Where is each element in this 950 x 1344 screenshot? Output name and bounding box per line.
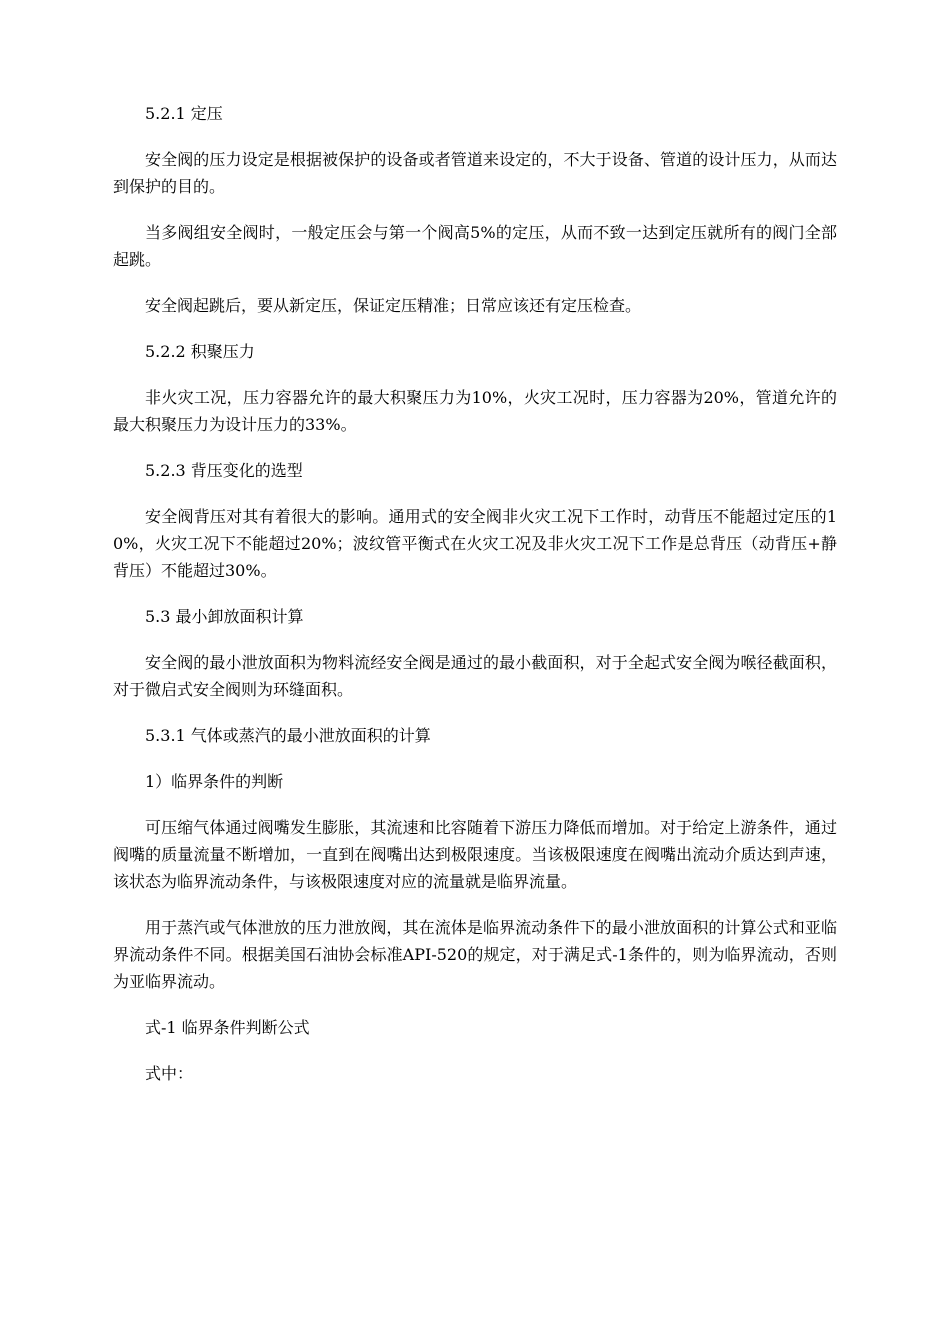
formula-caption: 式-1 临界条件判断公式 xyxy=(145,1018,310,1037)
paragraph-back-pressure: 安全阀背压对其有着很大的影响。通用式的安全阀非火灾工况下工作时，动背压不能超过定压的10%，火灾工况下不能超过20%；波纹管平衡式在火灾工况及非火灾工况下工作是总背压（动背压+静背压）不能超过30%。 xyxy=(113,507,837,580)
document-page xyxy=(113,100,837,1106)
paragraph-multi-valve: 当多阀组安全阀时，一般定压会与第一个阀高5%的定压，从而不致一达到定压就所有的阀门全部起跳。 xyxy=(113,223,837,269)
heading-5-3-1: 5.3.1 气体或蒸汽的最小泄放面积的计算 xyxy=(145,726,431,745)
paragraph-reset-pressure: 安全阀起跳后，要从新定压，保证定压精准；日常应该还有定压检查。 xyxy=(145,296,642,315)
heading-5-2-3: 5.2.3 背压变化的选型 xyxy=(145,461,303,480)
heading-5-2-2: 5.2.2 积聚压力 xyxy=(145,342,255,361)
formula-where-label: 式中： xyxy=(145,1064,194,1083)
paragraph-accumulation: 非火灾工况，压力容器允许的最大积聚压力为10%，火灾工况时，压力容器为20%，管道允许的最大积聚压力为设计压力的33%。 xyxy=(113,388,837,434)
heading-critical-judgement: 1）临界条件的判断 xyxy=(145,772,284,791)
paragraph-critical-flow: 可压缩气体通过阀嘴发生膨胀，其流速和比容随着下游压力降低而增加。对于给定上游条件，通过阀嘴的质量流量不断增加，一直到在阀嘴出达到极限速度。当该极限速度在阀嘴出流动介质达到声速，该状态为临界流动条件，与该极限速度对应的流量就是临界流量。 xyxy=(113,818,837,891)
heading-5-3: 5.3 最小卸放面积计算 xyxy=(145,607,304,626)
heading-5-2-1: 5.2.1 定压 xyxy=(145,104,223,123)
paragraph-pressure-setting: 安全阀的压力设定是根据被保护的设备或者管道来设定的，不大于设备、管道的设计压力，从而达到保护的目的。 xyxy=(113,150,837,196)
paragraph-min-area: 安全阀的最小泄放面积为物料流经安全阀是通过的最小截面积，对于全起式安全阀为喉径截面积，对于微启式安全阀则为环缝面积。 xyxy=(113,653,837,699)
paragraph-api-520: 用于蒸汽或气体泄放的压力泄放阀，其在流体是临界流动条件下的最小泄放面积的计算公式和亚临界流动条件不同。根据美国石油协会标准API-520的规定，对于满足式-1条件的，则为临界流动，否则为亚临界流动。 xyxy=(113,918,837,991)
